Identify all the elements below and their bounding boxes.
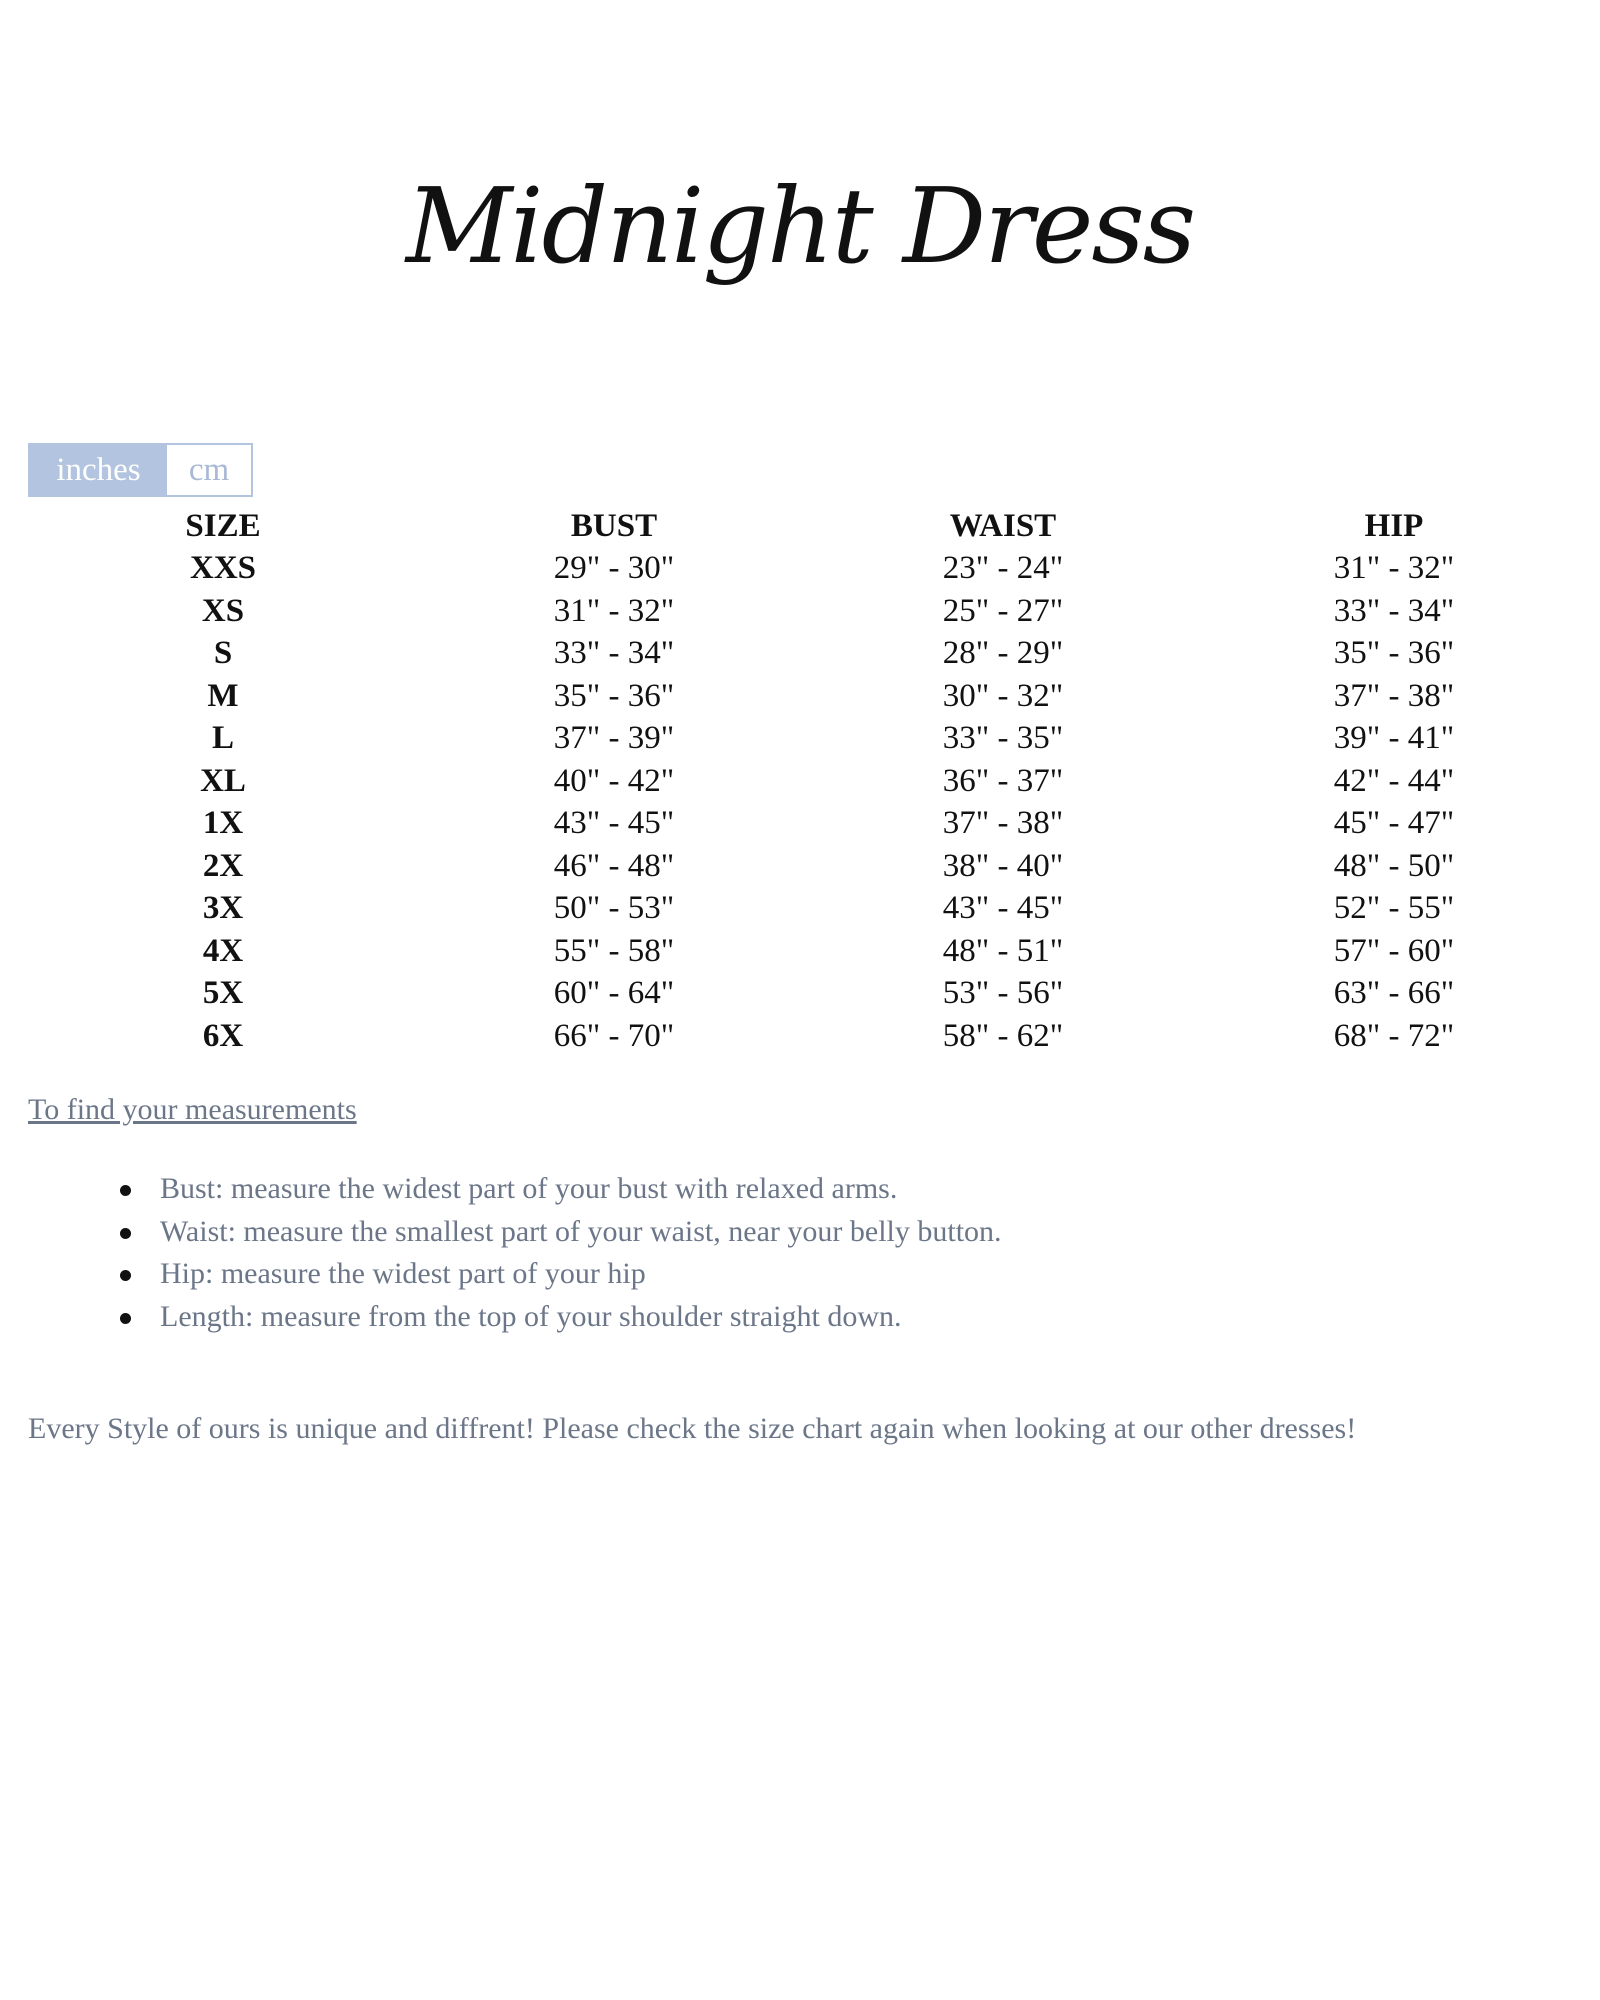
- cell-size: 2X: [202, 847, 244, 884]
- table-row: [0, 548, 1600, 591]
- cell-bust: 55" - 58": [553, 932, 675, 969]
- cell-bust: 60" - 64": [553, 975, 675, 1012]
- cell-size: XL: [200, 762, 246, 799]
- cell-size: 5X: [202, 975, 244, 1012]
- unit-option-cm[interactable]: cm: [167, 445, 251, 495]
- cell-bust: 35" - 36": [553, 677, 675, 714]
- header-hip: HIP: [1364, 507, 1424, 544]
- cell-hip: 63" - 66": [1333, 975, 1455, 1012]
- cell-bust: 66" - 70": [553, 1017, 675, 1054]
- cell-hip: 48" - 50": [1333, 847, 1455, 884]
- cell-size: S: [213, 635, 233, 672]
- cell-hip: 52" - 55": [1333, 890, 1455, 927]
- table-row: [0, 675, 1600, 718]
- bullet-icon: [120, 1185, 131, 1196]
- cell-size: 6X: [202, 1017, 244, 1054]
- cell-waist: 36" - 37": [942, 762, 1064, 799]
- cell-waist: 33" - 35": [942, 720, 1064, 757]
- cell-size: XS: [201, 592, 245, 629]
- cell-bust: 50" - 53": [553, 890, 675, 927]
- cell-waist: 48" - 51": [942, 932, 1064, 969]
- table-row: [0, 590, 1600, 633]
- tip-waist: [160, 1211, 1002, 1254]
- cell-waist: 43" - 45": [942, 890, 1064, 927]
- tip-text: Length: measure from the top of your shoulder straight down.: [160, 1299, 902, 1333]
- table-row: [0, 1015, 1600, 1058]
- tip-hip: [160, 1253, 1002, 1296]
- header-bust: BUST: [570, 507, 658, 544]
- cell-bust: 40" - 42": [553, 762, 675, 799]
- cell-hip: 33" - 34": [1333, 592, 1455, 629]
- table-header-row: [0, 505, 1600, 548]
- cell-size: M: [207, 677, 239, 714]
- cell-size: XXS: [189, 550, 257, 587]
- cell-hip: 39" - 41": [1333, 720, 1455, 757]
- cell-waist: 58" - 62": [942, 1017, 1064, 1054]
- tip-text: Hip: measure the widest part of your hip: [160, 1257, 646, 1290]
- footer-note: Every Style of ours is unique and diffrent! Please check the size chart again when looking at our other dresses!: [28, 1412, 1357, 1445]
- table-row: [0, 803, 1600, 846]
- cell-bust: 43" - 45": [553, 805, 675, 842]
- unit-option-inches[interactable]: inches: [30, 445, 167, 495]
- tip-text: Bust: measure the widest part of your bust with relaxed arms.: [160, 1172, 898, 1205]
- unit-toggle[interactable]: [28, 443, 253, 497]
- cell-hip: 45" - 47": [1333, 805, 1455, 842]
- bullet-icon: [120, 1228, 131, 1239]
- header-waist: WAIST: [949, 507, 1057, 544]
- cell-size: L: [211, 720, 234, 757]
- measurement-tips-list: [120, 1168, 1002, 1338]
- cell-hip: 37" - 38": [1333, 677, 1455, 714]
- table-row: [0, 633, 1600, 676]
- header-size: SIZE: [185, 507, 261, 544]
- tip-length: [160, 1296, 1002, 1339]
- cell-bust: 46" - 48": [553, 847, 675, 884]
- cell-waist: 38" - 40": [942, 847, 1064, 884]
- cell-hip: 31" - 32": [1333, 550, 1455, 587]
- cell-hip: 57" - 60": [1333, 932, 1455, 969]
- table-row: [0, 930, 1600, 973]
- bullet-icon: [120, 1313, 131, 1324]
- table-row: [0, 973, 1600, 1016]
- tip-bust: [160, 1168, 1002, 1211]
- table-row: [0, 760, 1600, 803]
- cell-hip: 68" - 72": [1333, 1017, 1455, 1054]
- cell-hip: 35" - 36": [1333, 635, 1455, 672]
- cell-bust: 33" - 34": [553, 635, 675, 672]
- cell-waist: 23" - 24": [942, 550, 1064, 587]
- measurements-heading: To find your measurements: [28, 1093, 357, 1126]
- table-row: [0, 845, 1600, 888]
- table-row: [0, 888, 1600, 931]
- cell-hip: 42" - 44": [1333, 762, 1455, 799]
- cell-waist: 25" - 27": [942, 592, 1064, 629]
- cell-size: 4X: [202, 932, 244, 969]
- table-row: [0, 718, 1600, 761]
- cell-waist: 37" - 38": [942, 805, 1064, 842]
- cell-bust: 29" - 30": [553, 550, 675, 587]
- size-chart-table: [0, 505, 1600, 1058]
- cell-bust: 37" - 39": [553, 720, 675, 757]
- tip-text: Waist: measure the smallest part of your waist, near your belly button.: [160, 1214, 1002, 1248]
- bullet-icon: [120, 1270, 131, 1281]
- cell-waist: 30" - 32": [942, 677, 1064, 714]
- cell-size: 1X: [202, 805, 244, 842]
- page-title: Midnight Dress: [405, 165, 1195, 287]
- cell-bust: 31" - 32": [553, 592, 675, 629]
- cell-waist: 28" - 29": [942, 635, 1064, 672]
- cell-size: 3X: [202, 890, 244, 927]
- cell-waist: 53" - 56": [942, 975, 1064, 1012]
